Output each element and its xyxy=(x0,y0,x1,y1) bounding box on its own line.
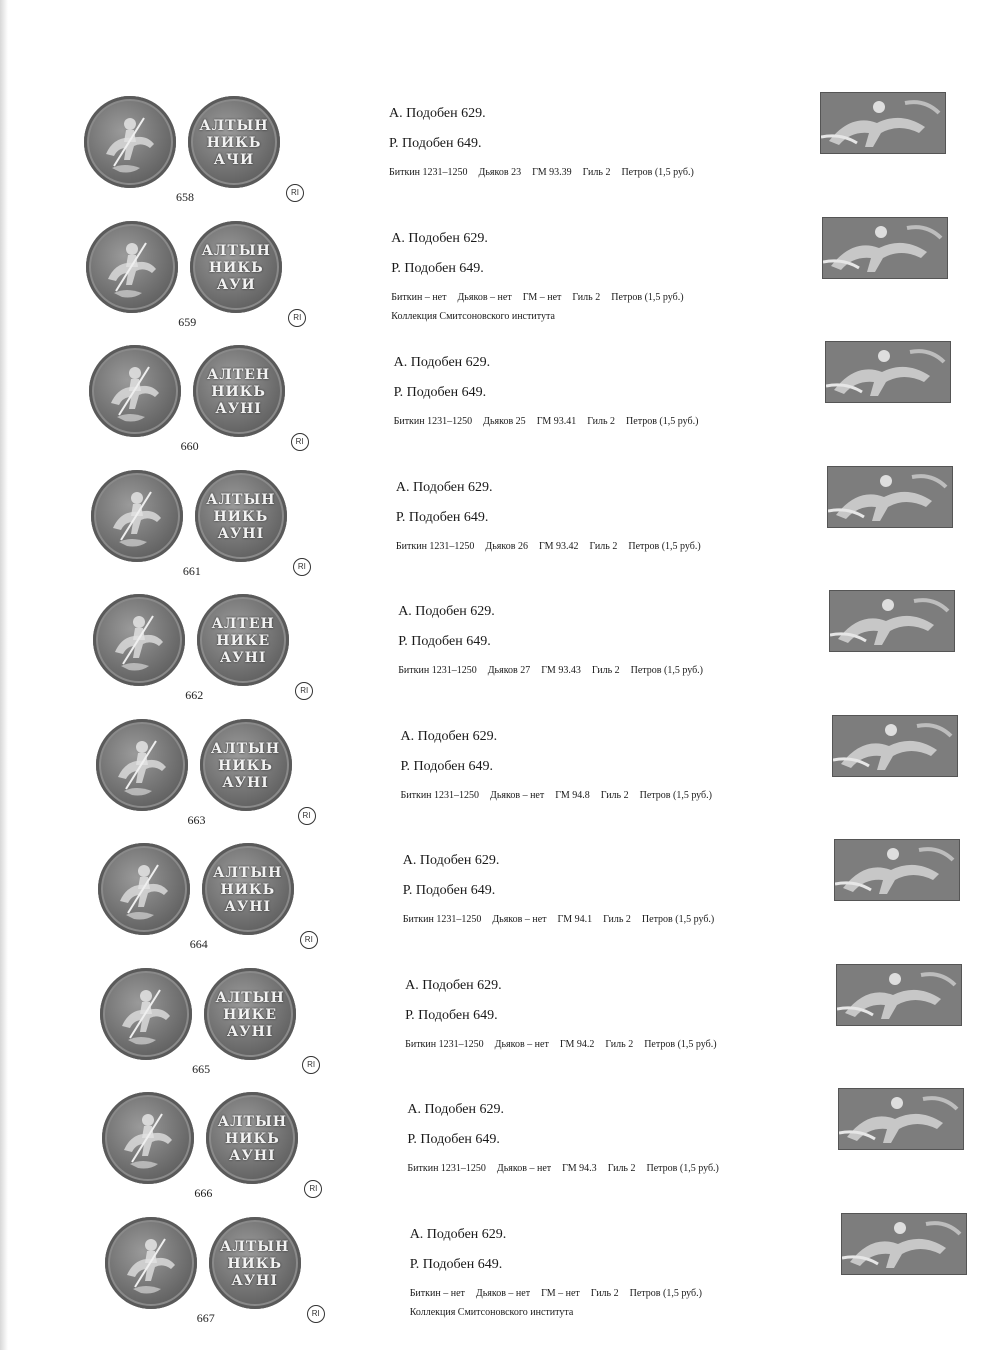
catalog-number: 663 xyxy=(187,812,206,827)
coin-reverse-image xyxy=(200,719,292,811)
coin-reverse-legend xyxy=(190,243,282,294)
catalog-reference: Петров (1,5 руб.) xyxy=(626,416,699,427)
catalog-reference: Биткин – нет xyxy=(391,291,447,303)
coin-entry xyxy=(0,466,983,590)
coin-legend-line: НИКЬ xyxy=(225,1131,280,1147)
coin-reverse-legend xyxy=(202,865,294,916)
coin-entry xyxy=(0,964,983,1088)
catalog-reference: Петров (1,5 руб.) xyxy=(630,665,703,676)
coin-entry xyxy=(0,839,983,963)
entry-description xyxy=(394,355,814,428)
coin-legend-line: НИКЬ xyxy=(227,1255,283,1272)
catalog-reference: ГМ 93.42 xyxy=(538,540,579,552)
catalog-number: 660 xyxy=(180,439,199,453)
obverse-detail-image xyxy=(836,964,962,1026)
catalog-number: 661 xyxy=(182,563,201,578)
coin-reverse-legend xyxy=(200,741,292,792)
reverse-description: Р. Подобен 649. xyxy=(395,509,489,525)
coin-reverse-image xyxy=(193,345,285,437)
entry-description xyxy=(389,106,809,179)
coin-reverse-image xyxy=(209,1217,301,1309)
coin-legend-line: АЛТЫН xyxy=(215,989,285,1006)
obverse-description: А. Подобен 629. xyxy=(395,479,493,495)
ri-mark: RI xyxy=(302,1056,320,1074)
catalog-reference: Дьяков 27 xyxy=(487,665,531,676)
coin-entry xyxy=(0,715,983,839)
catalog-number: 667 xyxy=(196,1310,215,1325)
catalog-reference: Дьяков 25 xyxy=(483,416,526,427)
catalog-reference: Петров (1,5 руб.) xyxy=(639,789,712,801)
coin-legend-line: АЛТЫН xyxy=(220,1238,290,1255)
coin-reverse-image xyxy=(202,843,294,935)
coin-obverse-image xyxy=(96,719,188,811)
coin-obverse-image xyxy=(105,1217,197,1309)
catalog-references xyxy=(396,540,816,553)
catalog-references xyxy=(405,1038,825,1051)
coin-legend-line: АУНI xyxy=(231,1272,278,1289)
coin-entry xyxy=(0,1088,983,1212)
coin-legend-line: НИКЕ xyxy=(223,1006,278,1023)
catalog-references xyxy=(389,166,809,179)
catalog-reference: Дьяков – нет xyxy=(475,1287,531,1299)
catalog-reference: Биткин 1231–1250 xyxy=(389,167,468,178)
catalog-references xyxy=(401,789,821,802)
catalog-number: 665 xyxy=(192,1061,211,1076)
ri-mark: RI xyxy=(300,931,318,949)
catalog-references xyxy=(394,415,814,428)
catalog-reference: ГМ – нет xyxy=(522,291,562,303)
coin-reverse-legend xyxy=(206,1114,298,1165)
entry-description xyxy=(403,853,823,926)
coin-obverse-image xyxy=(100,968,192,1060)
coin-obverse-image xyxy=(84,96,176,188)
catalog-reference: Дьяков – нет xyxy=(494,1038,549,1050)
coin-reverse-legend xyxy=(209,1239,301,1290)
catalog-reference: ГМ 94.2 xyxy=(559,1038,595,1050)
reverse-description: Р. Подобен 649. xyxy=(398,634,491,649)
coin-reverse-image xyxy=(188,96,280,188)
obverse-description: А. Подобен 629. xyxy=(407,1102,504,1117)
coin-legend-line: НИКЬ xyxy=(206,135,262,151)
catalog-reference: Дьяков – нет xyxy=(490,789,545,801)
coin-legend-line: АУНI xyxy=(222,774,269,791)
catalog-reference: Дьяков 26 xyxy=(485,540,528,552)
coin-legend-line: АУИ xyxy=(216,276,256,293)
catalog-reference: Гиль 2 xyxy=(589,540,618,552)
obverse-detail-image xyxy=(822,217,948,279)
obverse-description: А. Подобен 629. xyxy=(391,230,488,246)
obverse-detail-image xyxy=(820,92,946,154)
reverse-description: Р. Подобен 649. xyxy=(405,1007,498,1023)
collection-note: Коллекция Смитсоновского института xyxy=(391,310,555,322)
reverse-description: Р. Подобен 649. xyxy=(400,758,494,774)
reverse-description: Р. Подобен 649. xyxy=(407,1132,500,1147)
coin-reverse-legend xyxy=(204,990,296,1041)
catalog-reference: Петров (1,5 руб.) xyxy=(621,167,694,178)
catalog-reference: Биткин 1231–1250 xyxy=(407,1163,486,1174)
ri-mark: RI xyxy=(304,1180,322,1198)
catalog-references xyxy=(391,291,811,304)
catalog-reference: Биткин 1231–1250 xyxy=(398,665,477,676)
catalog-reference: Петров (1,5 руб.) xyxy=(641,914,715,925)
coin-obverse-image xyxy=(91,470,183,562)
ri-mark: RI xyxy=(288,309,306,327)
coin-legend-line: АЛТЫН xyxy=(210,740,281,757)
obverse-description: А. Подобен 629. xyxy=(409,1226,507,1242)
coin-reverse-legend xyxy=(193,367,285,418)
catalog-reference: Петров (1,5 руб.) xyxy=(628,540,701,552)
coin-reverse-image xyxy=(206,1092,298,1184)
catalog-reference: ГМ 93.41 xyxy=(536,416,577,427)
catalog-reference: ГМ 93.43 xyxy=(541,665,581,676)
catalog-reference: Гиль 2 xyxy=(590,1287,619,1299)
catalog-reference: ГМ 94.3 xyxy=(562,1163,597,1174)
ri-mark: RI xyxy=(286,184,304,202)
coin-legend-line: АЧИ xyxy=(213,152,255,168)
entry-description xyxy=(405,978,825,1051)
catalog-references xyxy=(410,1287,830,1300)
coin-legend-line: АУНI xyxy=(226,1023,274,1040)
reverse-description: Р. Подобен 649. xyxy=(391,260,484,276)
coin-legend-line: АЛТЫН xyxy=(217,1114,288,1130)
catalog-references xyxy=(407,1162,827,1175)
ri-mark: RI xyxy=(293,558,311,576)
catalog-reference: Дьяков – нет xyxy=(457,291,512,303)
coin-entry xyxy=(0,217,983,341)
obverse-detail-image xyxy=(834,839,960,901)
catalog-reference: Гиль 2 xyxy=(603,914,631,925)
coin-legend-line: АУНI xyxy=(215,401,262,417)
entry-description xyxy=(398,604,818,677)
reverse-description: Р. Подобен 649. xyxy=(402,883,496,898)
catalog-reference: Гиль 2 xyxy=(582,167,611,178)
obverse-detail-image xyxy=(827,466,953,528)
coin-legend-line: АЛТЫН xyxy=(199,118,269,134)
obverse-detail-image xyxy=(838,1088,964,1150)
catalog-reference: Биткин 1231–1250 xyxy=(402,914,482,925)
catalog-number: 664 xyxy=(189,937,208,951)
catalog-references xyxy=(403,913,823,926)
catalog-reference: Гиль 2 xyxy=(600,789,629,801)
catalog-reference: Гиль 2 xyxy=(605,1038,634,1050)
entry-description xyxy=(396,480,816,553)
catalog-reference: Гиль 2 xyxy=(591,665,620,676)
coin-entry xyxy=(0,341,983,465)
entry-description xyxy=(407,1102,827,1175)
catalog-number: 666 xyxy=(194,1186,213,1200)
coin-entry xyxy=(0,590,983,714)
reverse-description: Р. Подобен 649. xyxy=(409,1256,503,1272)
coin-obverse-image xyxy=(89,345,181,437)
catalog-reference: Петров (1,5 руб.) xyxy=(646,1163,719,1174)
catalog-reference: Биткин 1231–1250 xyxy=(400,789,480,801)
entry-description xyxy=(401,729,821,802)
coin-entry xyxy=(0,92,983,216)
catalog-reference: Биткин – нет xyxy=(409,1287,465,1299)
entry-description xyxy=(410,1227,830,1319)
reverse-description: Р. Подобен 649. xyxy=(389,136,482,151)
catalog-number: 658 xyxy=(176,190,194,204)
catalog-references xyxy=(398,664,818,677)
coin-reverse-image xyxy=(197,594,289,686)
coin-legend-line: АУНI xyxy=(224,899,272,915)
obverse-detail-image xyxy=(832,715,958,777)
obverse-description: А. Подобен 629. xyxy=(393,355,491,370)
ri-mark: RI xyxy=(291,433,309,451)
coin-legend-line: НИКЬ xyxy=(211,384,266,400)
obverse-detail-image xyxy=(829,590,955,652)
coin-legend-line: АЛТЫН xyxy=(206,491,276,508)
coin-legend-line: НИКЬ xyxy=(208,259,264,276)
catalog-reference: Гиль 2 xyxy=(587,416,616,427)
obverse-description: А. Подобен 629. xyxy=(389,106,486,121)
catalog-reference: Петров (1,5 руб.) xyxy=(644,1038,717,1050)
catalog-reference: ГМ 94.1 xyxy=(557,914,593,925)
catalog-number: 659 xyxy=(178,314,197,329)
catalog-reference: Биткин 1231–1250 xyxy=(395,540,475,552)
catalog-reference: Гиль 2 xyxy=(607,1163,636,1174)
catalog-reference: Биткин 1231–1250 xyxy=(405,1038,484,1050)
coin-legend-line: АЛТЫН xyxy=(213,865,283,881)
catalog-reference: Дьяков – нет xyxy=(492,914,547,925)
catalog-reference: ГМ 93.39 xyxy=(532,167,572,178)
catalog-reference: ГМ 94.8 xyxy=(555,789,590,801)
catalog-reference: ГМ – нет xyxy=(541,1287,580,1299)
obverse-description: А. Подобен 629. xyxy=(400,728,498,744)
coin-legend-line: АУНI xyxy=(229,1148,276,1164)
coin-entry xyxy=(0,1213,983,1337)
obverse-detail-image xyxy=(841,1213,967,1275)
ri-mark: RI xyxy=(298,807,316,825)
collection-note: Коллекция Смитсоновского института xyxy=(409,1306,574,1318)
ri-mark: RI xyxy=(307,1305,325,1323)
ri-mark: RI xyxy=(295,682,313,700)
coin-legend-line: АЛТЫН xyxy=(201,242,271,259)
coin-legend-line: АЛТЕН xyxy=(207,367,271,383)
coin-legend-line: АЛТЕН xyxy=(211,616,275,632)
obverse-detail-image xyxy=(825,341,951,403)
catalog-reference: Биткин 1231–1250 xyxy=(393,416,473,427)
coin-reverse-image xyxy=(204,968,296,1060)
reverse-description: Р. Подобен 649. xyxy=(393,385,487,400)
coin-reverse-legend xyxy=(188,118,280,169)
obverse-description: А. Подобен 629. xyxy=(405,977,502,993)
obverse-description: А. Подобен 629. xyxy=(398,604,495,619)
catalog-reference: Петров (1,5 руб.) xyxy=(629,1287,702,1299)
coin-reverse-image xyxy=(195,470,287,562)
coin-legend-line: НИКЬ xyxy=(218,757,273,774)
entry-description xyxy=(391,231,811,323)
catalog-reference: Дьяков 23 xyxy=(478,167,522,178)
catalog-reference: Петров (1,5 руб.) xyxy=(611,291,684,303)
coin-legend-line: НИКЬ xyxy=(213,508,269,525)
coin-legend-line: АУНI xyxy=(219,650,267,666)
coin-reverse-legend xyxy=(195,492,287,543)
catalog-reference: Гиль 2 xyxy=(572,291,601,303)
coin-legend-line: АУНI xyxy=(217,525,265,542)
coin-legend-line: НИКЬ xyxy=(220,882,276,898)
coin-legend-line: НИКЕ xyxy=(216,633,271,649)
coin-reverse-legend xyxy=(197,616,289,667)
coin-obverse-image xyxy=(86,221,178,313)
coin-obverse-image xyxy=(98,843,190,935)
catalog-number: 662 xyxy=(185,688,204,702)
coin-reverse-image xyxy=(190,221,282,313)
catalog-reference: Дьяков – нет xyxy=(496,1163,552,1174)
coin-obverse-image xyxy=(102,1092,194,1184)
coin-obverse-image xyxy=(93,594,185,686)
obverse-description: А. Подобен 629. xyxy=(402,853,500,868)
